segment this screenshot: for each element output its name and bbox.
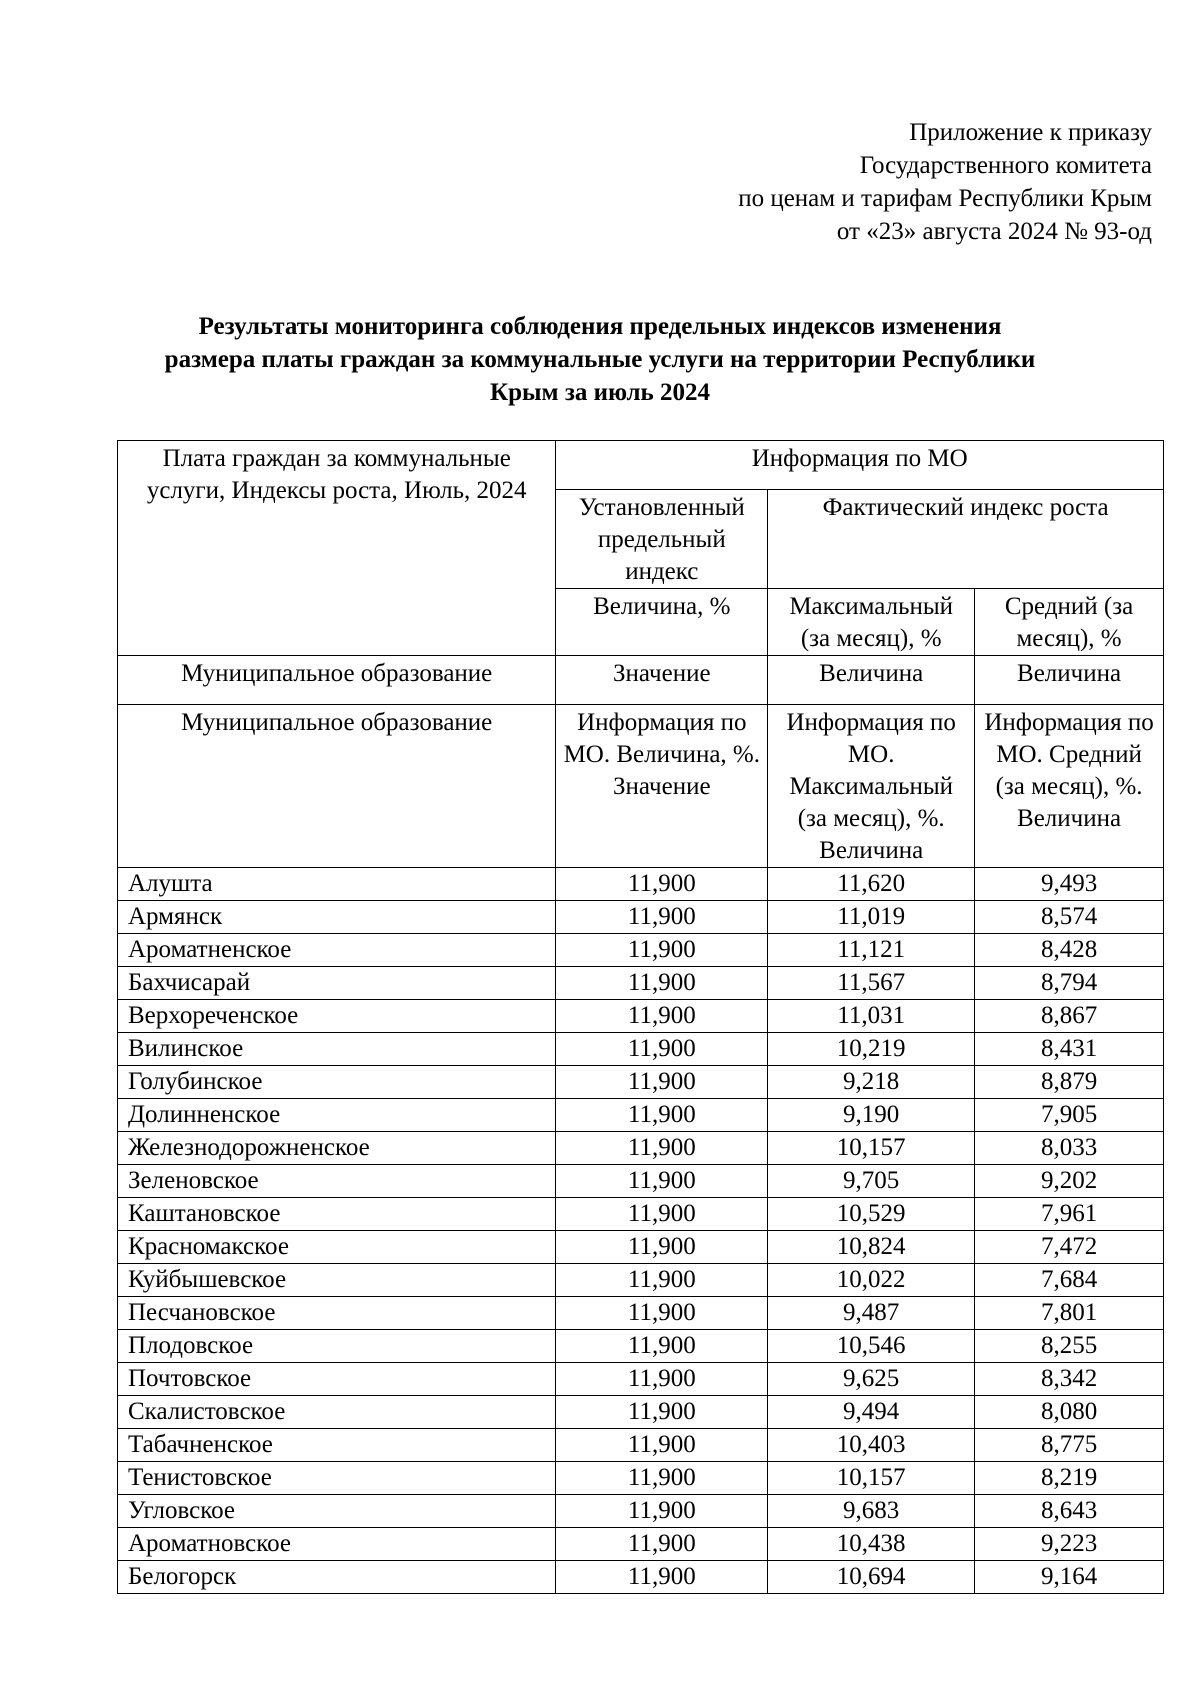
max-value-cell: 10,438 — [768, 1528, 975, 1561]
header-znachenie: Значение — [556, 656, 768, 705]
header-mo: Муниципальное образование — [118, 656, 556, 705]
appendix-line: по ценам и тарифам Республики Крым — [738, 185, 1152, 212]
header-value-pct: Величина, % — [556, 589, 768, 656]
max-value-cell: 10,694 — [768, 1561, 975, 1594]
table-row — [118, 1297, 1164, 1330]
limit-value-cell: 11,900 — [556, 1528, 768, 1561]
table-row — [118, 1396, 1164, 1429]
limit-value-cell: 11,900 — [556, 1429, 768, 1462]
table-row — [118, 1429, 1164, 1462]
monitoring-table — [117, 440, 1164, 1594]
max-value-cell: 10,157 — [768, 1462, 975, 1495]
table-row — [118, 1495, 1164, 1528]
table-row — [118, 1330, 1164, 1363]
limit-value-cell: 11,900 — [556, 1033, 768, 1066]
mo-name-cell: Вилинское — [118, 1033, 556, 1066]
max-value-cell: 9,705 — [768, 1165, 975, 1198]
table-row — [118, 1198, 1164, 1231]
max-value-cell: 11,121 — [768, 934, 975, 967]
table-row — [118, 1033, 1164, 1066]
limit-value-cell: 11,900 — [556, 1132, 768, 1165]
mo-name-cell: Красномакское — [118, 1231, 556, 1264]
table-row — [118, 1066, 1164, 1099]
mo-name-cell: Табачненское — [118, 1429, 556, 1462]
avg-value-cell: 8,255 — [975, 1330, 1164, 1363]
mo-name-cell: Тенистовское — [118, 1462, 556, 1495]
mo-name-cell: Куйбышевское — [118, 1264, 556, 1297]
avg-value-cell: 9,164 — [975, 1561, 1164, 1594]
avg-value-cell: 9,223 — [975, 1528, 1164, 1561]
limit-value-cell: 11,900 — [556, 1561, 768, 1594]
mo-name-cell: Долинненское — [118, 1099, 556, 1132]
mo-name-cell: Угловское — [118, 1495, 556, 1528]
header-full-limit: Информация по МО. Величина, %. Значение — [556, 705, 768, 868]
table-row — [118, 967, 1164, 1000]
avg-value-cell: 8,867 — [975, 1000, 1164, 1033]
mo-name-cell: Верхореченское — [118, 1000, 556, 1033]
avg-value-cell: 8,431 — [975, 1033, 1164, 1066]
avg-value-cell: 8,775 — [975, 1429, 1164, 1462]
max-value-cell: 9,487 — [768, 1297, 975, 1330]
max-value-cell: 11,031 — [768, 1000, 975, 1033]
avg-value-cell: 8,033 — [975, 1132, 1164, 1165]
appendix-line: Приложение к приказу — [909, 119, 1152, 146]
appendix-line: от «23» августа 2024 № 93-од — [836, 218, 1152, 245]
max-value-cell: 10,529 — [768, 1198, 975, 1231]
limit-value-cell: 11,900 — [556, 1066, 768, 1099]
limit-value-cell: 11,900 — [556, 934, 768, 967]
header-full-avg: Информация по МО. Средний (за месяц), %. Величина — [975, 705, 1164, 868]
avg-value-cell: 8,080 — [975, 1396, 1164, 1429]
max-value-cell: 9,190 — [768, 1099, 975, 1132]
mo-name-cell: Ароматненское — [118, 934, 556, 967]
header-actual-index: Фактический индекс роста — [768, 490, 1164, 589]
avg-value-cell: 8,342 — [975, 1363, 1164, 1396]
mo-name-cell: Голубинское — [118, 1066, 556, 1099]
header-full-max: Информация по МО. Максимальный (за месяц), %. Величина — [768, 705, 975, 868]
max-value-cell: 10,157 — [768, 1132, 975, 1165]
header-velichina: Величина — [975, 656, 1164, 705]
table-row — [118, 1231, 1164, 1264]
header-corner: Плата граждан за коммунальные услуги, Индексы роста, Июль, 2024 — [118, 441, 556, 656]
document-title — [100, 310, 1100, 409]
mo-name-cell: Скалистовское — [118, 1396, 556, 1429]
max-value-cell: 9,218 — [768, 1066, 975, 1099]
avg-value-cell: 8,219 — [975, 1462, 1164, 1495]
avg-value-cell: 7,961 — [975, 1198, 1164, 1231]
max-value-cell: 11,620 — [768, 868, 975, 901]
avg-value-cell: 8,428 — [975, 934, 1164, 967]
avg-value-cell: 8,879 — [975, 1066, 1164, 1099]
table-row — [118, 1462, 1164, 1495]
appendix-block — [552, 116, 1152, 248]
max-value-cell: 10,824 — [768, 1231, 975, 1264]
title-line: Крым за июль 2024 — [489, 379, 710, 406]
header-established-limit: Установленный предельный индекс — [556, 490, 768, 589]
mo-name-cell: Бахчисарай — [118, 967, 556, 1000]
header-avg: Средний (за месяц), % — [975, 589, 1164, 656]
mo-name-cell: Почтовское — [118, 1363, 556, 1396]
limit-value-cell: 11,900 — [556, 1231, 768, 1264]
mo-name-cell: Плодовское — [118, 1330, 556, 1363]
mo-name-cell: Ароматновское — [118, 1528, 556, 1561]
mo-name-cell: Алушта — [118, 868, 556, 901]
avg-value-cell: 7,684 — [975, 1264, 1164, 1297]
limit-value-cell: 11,900 — [556, 1363, 768, 1396]
avg-value-cell: 8,643 — [975, 1495, 1164, 1528]
table-row — [118, 1528, 1164, 1561]
limit-value-cell: 11,900 — [556, 1198, 768, 1231]
limit-value-cell: 11,900 — [556, 1396, 768, 1429]
limit-value-cell: 11,900 — [556, 967, 768, 1000]
table-row — [118, 1363, 1164, 1396]
table-row — [118, 1165, 1164, 1198]
avg-value-cell: 7,905 — [975, 1099, 1164, 1132]
max-value-cell: 10,546 — [768, 1330, 975, 1363]
max-value-cell: 10,219 — [768, 1033, 975, 1066]
table-row — [118, 1099, 1164, 1132]
mo-name-cell: Железнодорожненское — [118, 1132, 556, 1165]
limit-value-cell: 11,900 — [556, 1330, 768, 1363]
avg-value-cell: 7,472 — [975, 1231, 1164, 1264]
table-row — [118, 1264, 1164, 1297]
max-value-cell: 11,019 — [768, 901, 975, 934]
avg-value-cell: 9,202 — [975, 1165, 1164, 1198]
mo-name-cell: Белогорск — [118, 1561, 556, 1594]
header-info-mo: Информация по МО — [556, 441, 1164, 490]
avg-value-cell: 8,574 — [975, 901, 1164, 934]
mo-name-cell: Каштановское — [118, 1198, 556, 1231]
max-value-cell: 11,567 — [768, 967, 975, 1000]
max-value-cell: 10,022 — [768, 1264, 975, 1297]
limit-value-cell: 11,900 — [556, 1264, 768, 1297]
limit-value-cell: 11,900 — [556, 1099, 768, 1132]
avg-value-cell: 7,801 — [975, 1297, 1164, 1330]
limit-value-cell: 11,900 — [556, 1462, 768, 1495]
header-mo: Муниципальное образование — [118, 705, 556, 868]
limit-value-cell: 11,900 — [556, 868, 768, 901]
appendix-line: Государственного комитета — [859, 152, 1152, 179]
mo-name-cell: Армянск — [118, 901, 556, 934]
mo-name-cell: Песчановское — [118, 1297, 556, 1330]
limit-value-cell: 11,900 — [556, 901, 768, 934]
title-line: размера платы граждан за коммунальные услуги на территории Республики — [164, 346, 1036, 373]
table-row — [118, 934, 1164, 967]
max-value-cell: 10,403 — [768, 1429, 975, 1462]
max-value-cell: 9,683 — [768, 1495, 975, 1528]
avg-value-cell: 8,794 — [975, 967, 1164, 1000]
table-row — [118, 1000, 1164, 1033]
max-value-cell: 9,494 — [768, 1396, 975, 1429]
limit-value-cell: 11,900 — [556, 1297, 768, 1330]
limit-value-cell: 11,900 — [556, 1165, 768, 1198]
title-line: Результаты мониторинга соблюдения предельных индексов изменения — [198, 313, 1002, 340]
mo-name-cell: Зеленовское — [118, 1165, 556, 1198]
header-max: Максимальный (за месяц), % — [768, 589, 975, 656]
header-velichina: Величина — [768, 656, 975, 705]
avg-value-cell: 9,493 — [975, 868, 1164, 901]
table-row — [118, 868, 1164, 901]
table-row — [118, 1132, 1164, 1165]
max-value-cell: 9,625 — [768, 1363, 975, 1396]
limit-value-cell: 11,900 — [556, 1495, 768, 1528]
table-row — [118, 901, 1164, 934]
limit-value-cell: 11,900 — [556, 1000, 768, 1033]
table-row — [118, 1561, 1164, 1594]
